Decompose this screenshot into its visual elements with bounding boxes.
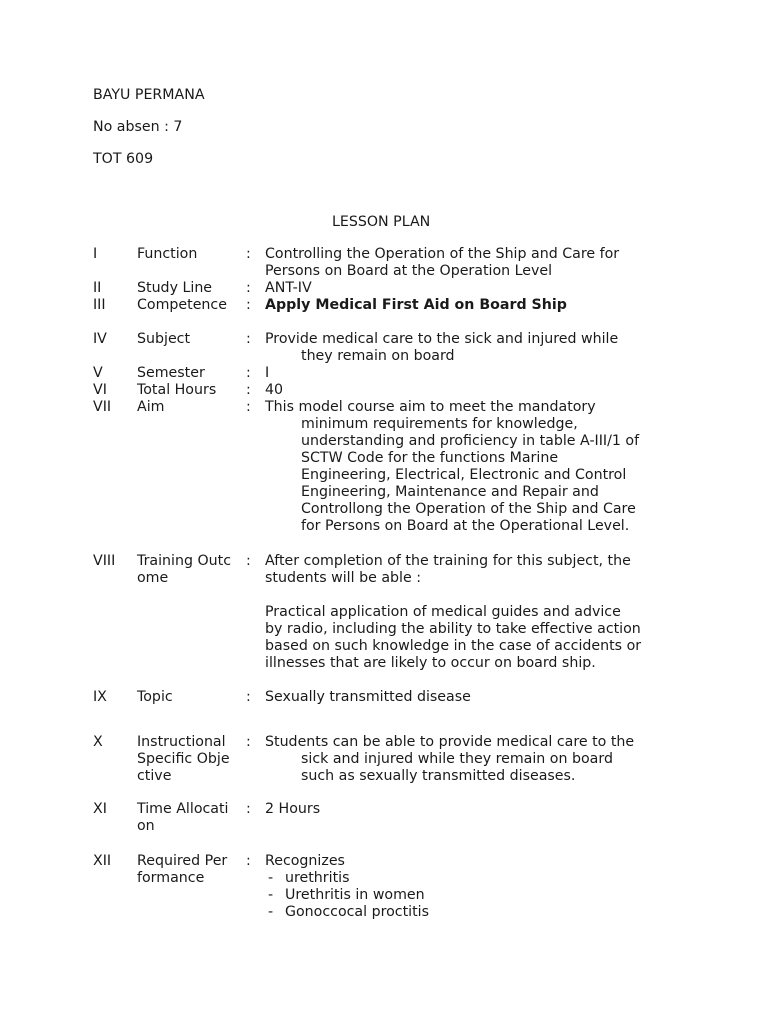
row-value [265, 382, 685, 399]
row-number: X [93, 734, 103, 750]
colon: : [246, 801, 251, 817]
colon: : [246, 246, 251, 262]
row-value [265, 331, 685, 365]
row-value [265, 365, 685, 382]
row-number: VII [93, 399, 112, 415]
value-line: understanding and proficiency in table A-III/1 of [301, 433, 640, 449]
bullet-item: Urethritis in women [285, 887, 425, 903]
colon: : [246, 689, 251, 705]
value-line: Apply Medical First Aid on Board Ship [265, 297, 567, 313]
value-line: for Persons on Board at the Operational Level. [301, 518, 630, 534]
value-line: Students can be able to provide medical care to the [265, 734, 635, 750]
row-label: Total Hours [137, 382, 217, 398]
row-value [265, 399, 685, 535]
row-label: Topic [137, 689, 173, 705]
row-value [265, 853, 685, 870]
value-line: 40 [265, 382, 284, 398]
bullet-dash: - [268, 904, 274, 920]
row-label: Study Line [137, 280, 213, 296]
value-line: illnesses that are likely to occur on board ship. [265, 655, 596, 671]
value-line: sick and injured while they remain on board [301, 751, 613, 767]
row-label: Subject [137, 331, 191, 347]
row-label: Time Allocation [137, 801, 229, 834]
value-line: students will be able : [265, 570, 421, 586]
row-value [265, 734, 685, 785]
colon: : [246, 553, 251, 569]
tot-code: TOT 609 [93, 151, 154, 167]
row-value [265, 553, 685, 672]
value-line: Persons on Board at the Operation Level [265, 263, 553, 279]
value-blank-line [265, 587, 685, 604]
row-label: Instructional Specific Objective [137, 734, 231, 784]
value-line: Practical application of medical guides and advice [265, 604, 621, 620]
value-line: they remain on board [301, 348, 455, 364]
value-line: by radio, including the ability to take effective action [265, 621, 641, 637]
value-line: 2 Hours [265, 801, 321, 817]
row-number: V [93, 365, 103, 381]
row-number: IV [93, 331, 107, 347]
value-line: Provide medical care to the sick and injured while [265, 331, 619, 347]
colon: : [246, 734, 251, 750]
bullet-item: Gonoccocal proctitis [285, 904, 429, 920]
value-line: I [265, 365, 270, 381]
value-line: Engineering, Electrical, Electronic and Control [301, 467, 627, 483]
colon: : [246, 365, 251, 381]
value-line: Controlling the Operation of the Ship and Care for [265, 246, 620, 262]
value-line: ANT-IV [265, 280, 312, 296]
bullet-dash: - [268, 887, 274, 903]
row-value [265, 297, 685, 314]
row-value [265, 689, 685, 706]
row-number: IX [93, 689, 107, 705]
student-name: BAYU PERMANA [93, 87, 205, 103]
row-label: Semester [137, 365, 205, 381]
colon: : [246, 399, 251, 415]
row-number: I [93, 246, 98, 262]
row-number: II [93, 280, 102, 296]
colon: : [246, 382, 251, 398]
row-number: III [93, 297, 106, 313]
colon: : [246, 331, 251, 347]
row-number: VI [93, 382, 107, 398]
colon: : [246, 297, 251, 313]
value-line: After completion of the training for this subject, the [265, 553, 631, 569]
row-label: Required Performance [137, 853, 228, 886]
row-label: Aim [137, 399, 165, 415]
value-line: SCTW Code for the functions Marine [301, 450, 559, 466]
value-line: such as sexually transmitted diseases. [301, 768, 576, 784]
row-label: Training Outcome [137, 553, 232, 586]
value-line: minimum requirements for knowledge, [301, 416, 578, 432]
colon: : [246, 853, 251, 869]
value-line: This model course aim to meet the mandatory [265, 399, 596, 415]
row-value [265, 801, 685, 818]
row-number: VIII [93, 553, 116, 569]
bullet-item: urethritis [285, 870, 350, 886]
colon: : [246, 280, 251, 296]
row-label: Function [137, 246, 198, 262]
page-title: LESSON PLAN [332, 214, 431, 230]
absen-number: No absen : 7 [93, 119, 183, 135]
row-value [265, 246, 685, 280]
row-number: XI [93, 801, 107, 817]
value-line: Controllong the Operation of the Ship and Care [301, 501, 636, 517]
value-line: Recognizes [265, 853, 345, 869]
row-number: XII [93, 853, 112, 869]
value-line: based on such knowledge in the case of accidents or [265, 638, 642, 654]
row-value [265, 280, 685, 297]
row-label: Competence [137, 297, 227, 313]
value-line: Engineering, Maintenance and Repair and [301, 484, 599, 500]
bullet-dash: - [268, 870, 274, 886]
value-line: Sexually transmitted disease [265, 689, 471, 705]
